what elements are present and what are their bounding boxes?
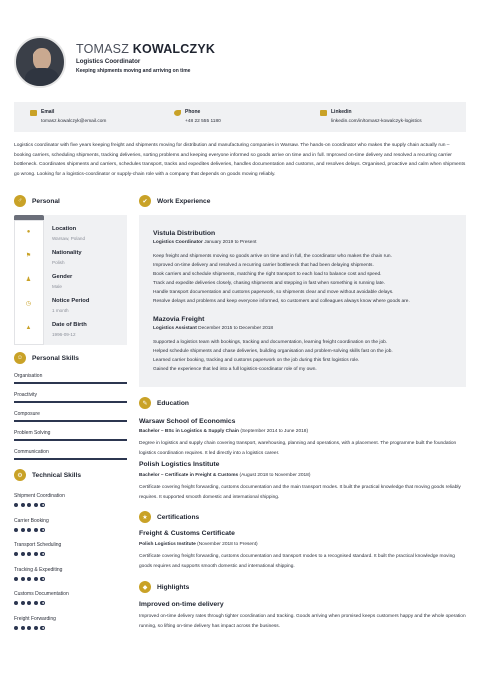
rating-dot (40, 601, 44, 605)
technical-skill-label: Customs Documentation (14, 591, 69, 597)
technical-skill-label: Tracking & Expediting (14, 566, 63, 573)
rating-dot (40, 552, 44, 556)
personal-nationality: ⚑ Nationality Polish (25, 250, 82, 265)
technical-skill-label: Shipment Coordination (14, 493, 65, 499)
rating-dot (14, 552, 18, 556)
rating-dot (14, 601, 18, 605)
certifications-heading: ★ Certifications (139, 511, 199, 523)
rating-dot (14, 503, 18, 507)
certificate-icon: ★ (139, 511, 151, 523)
personal-skill-item: Problem Solving (14, 430, 51, 436)
technical-skill-label: Carrier Booking (14, 517, 49, 524)
education-description: Degree in logistics and supply chain covering transport, warehousing, planning and operations, with a placement. The programme built the foundation logistics coordination requires. It led directly into a logistics career. (139, 441, 457, 456)
full-name (76, 42, 215, 56)
rating-dot (14, 528, 18, 532)
rating-dot (21, 577, 25, 581)
rating-dot (40, 528, 44, 532)
highlights-heading: ◆ Highlights (139, 581, 189, 593)
technical-skill-label: Transport Scheduling (14, 542, 62, 548)
rating-dot (27, 601, 31, 605)
skill-bar (14, 420, 127, 422)
personal-location: ● Location Warsaw, Poland (26, 226, 86, 241)
skill-bar (14, 458, 127, 460)
certification-name: Freight & Customs Certificate (139, 530, 235, 537)
skill-bar (14, 439, 127, 441)
rating-dot (40, 626, 44, 630)
personal-skill-item: Communication (14, 449, 49, 455)
linkedin-value[interactable]: linkedin.com/in/tomasz-kowalczyk-logistics (331, 119, 422, 124)
education-degree: Bachelor – Certificate in Freight & Customs (August 2018 to November 2018) (139, 473, 311, 478)
contact-bar: Email tomasz.kowalczyk@email.com Phone +48 22 555 1180 Linkedin linkedin.com/in/tomasz-kowalczyk-logistics (14, 102, 466, 132)
personal-notice-period: ◷ Notice Period 1 month (25, 298, 90, 313)
skill-bar (14, 401, 127, 403)
technical-skill-label: Freight Forwarding (14, 615, 56, 622)
skill-bar (14, 382, 127, 384)
job-role: Logistics Coordinator January 2019 to Present (153, 240, 257, 245)
highlight-title: Improved on-time delivery (139, 601, 224, 608)
education-degree: Bachelor – BSc in Logistics & Supply Chain (September 2014 to June 2018) (139, 429, 309, 434)
personal-skill-item: Composure (14, 411, 40, 417)
job-bullets: Supported a logistics team with bookings, tracking and documentation, learning freight coordination on the job. Helped schedule shipments and chase deliveries, building organisation and problem-solving skills fast on the job. Learned carrier booking, tracking and customs paperwork on the job during this first logistics role. Gained the experience that led into a full logistics-coordinator role of my own. (153, 340, 393, 373)
envelope-icon (30, 110, 37, 116)
rating-dot (34, 577, 38, 581)
highlight-description: Improved on-time delivery rates through tighter coordination and tracking. Goods arriving when promised keeps customers happy and the whole operation running, so lifting on-time delivery has impact across the business. (139, 614, 466, 629)
work-experience-heading: ✔ Work Experience (139, 195, 210, 207)
gender-icon: ♂ (14, 195, 26, 207)
first-name: TOMASZ (76, 42, 130, 56)
flag-icon: ⚑ (25, 253, 32, 259)
clock-icon: ◷ (25, 301, 32, 307)
personal-skills-heading: ☺ Personal Skills (14, 352, 79, 364)
certification-issuer: Polish Logistics Institute (November 2018 to Present) (139, 542, 258, 547)
rating-dot (27, 552, 31, 556)
skill-rating (14, 577, 47, 581)
education-school: Warsaw School of Economics (139, 418, 236, 425)
last-name: KOWALCZYK (132, 42, 216, 56)
job-company: Vistula Distribution (153, 230, 216, 237)
rating-dot (21, 503, 25, 507)
skill-rating (14, 528, 47, 532)
rating-dot (40, 577, 44, 581)
personal-skill-item: Proactivity (14, 392, 38, 398)
rating-dot (34, 552, 38, 556)
personal-heading: ♂ Personal (14, 195, 60, 207)
rating-dot (27, 528, 31, 532)
job-title: Logistics Coordinator (76, 58, 141, 65)
personal-gender: ♟ Gender Male (25, 274, 73, 289)
people-icon: ☺ (14, 352, 26, 364)
profile-summary: Logistics coordinator with five years keeping freight and shipments moving for distribution and manufacturing companies in Warsaw. The hands-on coordinator who makes the supply chain actually run – booking carriers, scheduling shipments, tracking deliveries, sorting problems and keeping everyone informed so goods arrive on time and in full. Improved on-time delivery and resolved a recurring carrier bottleneck. Coordinates shipments and carriers, schedules transport, tracks and expedites deliveries, handles documentation and customs, and resolves delays. Organised, proactive and calm when shipments go wrong. Looking for a logistics-coordinator or supply-chain role with a company that depends on goods moving reliably. (14, 143, 466, 178)
rating-dot (21, 626, 25, 630)
phone-icon (174, 110, 181, 116)
rating-dot (21, 528, 25, 532)
person-icon: ♟ (25, 277, 32, 283)
rating-dot (40, 503, 44, 507)
profile-photo (14, 36, 66, 88)
rating-dot (21, 601, 25, 605)
technical-skills-heading: ⚙ Technical Skills (14, 469, 81, 481)
education-heading: ✎ Education (139, 397, 189, 409)
rating-dot (27, 503, 31, 507)
skill-rating (14, 503, 47, 507)
resume-header (14, 36, 474, 88)
education-school: Polish Logistics Institute (139, 461, 220, 468)
education-description: Certificate covering freight forwarding, customs documentation and the main transport modes. It built the practical knowledge that moving goods reliably requires. It supported smooth domestic and international shipping. (139, 485, 461, 500)
briefcase-icon: ✔ (139, 195, 151, 207)
rating-dot (34, 626, 38, 630)
rating-dot (27, 577, 31, 581)
skill-rating (14, 552, 47, 556)
rating-dot (27, 626, 31, 630)
personal-date-of-birth: ▲ Date of Birth 1996-09-12 (25, 322, 87, 337)
graduation-cap-icon: ✎ (139, 397, 151, 409)
rating-dot (34, 528, 38, 532)
skill-rating (14, 601, 47, 605)
rating-dot (34, 601, 38, 605)
rating-dot (34, 503, 38, 507)
megaphone-icon: ◆ (139, 581, 151, 593)
gear-icon: ⚙ (14, 469, 26, 481)
job-role: Logistics Assistant December 2015 to December 2018 (153, 326, 274, 331)
rating-dot (21, 552, 25, 556)
job-bullets: Keep freight and shipments moving so goods arrive on time and in full, the coordinator who makes the chain run. Improved on-time delivery and resolved a recurring carrier bottleneck that had been delaying shipments. Book carriers and schedule shipments, matching the right transport to each load to balance cost and speed. Track and expedite deliveries closely, chasing shipments and stepping in fast when something is running late. Handle transport documentation and customs paperwork, so shipments clear and move without avoidable delays. Resolve delays and problems and keep everyone informed, so customers and colleagues always know where goods are. (153, 254, 410, 305)
rating-dot (14, 577, 18, 581)
linkedin-icon (320, 110, 327, 116)
map-pin-icon: ● (26, 229, 31, 235)
certification-description: Certificate covering freight forwarding, customs documentation and transport modes to a recognised standard. It built the practical knowledge moving goods requires and supports smooth domestic and international shipping. (139, 554, 455, 569)
skill-rating (14, 626, 47, 630)
personal-skill-item: Organisation (14, 373, 43, 379)
tagline: Keeping shipments moving and arriving on time (76, 68, 191, 74)
email-value[interactable]: tomasz.kowalczyk@email.com (41, 119, 107, 124)
phone-value[interactable]: +48 22 555 1180 (185, 119, 221, 124)
cake-icon: ▲ (25, 325, 32, 331)
rating-dot (14, 626, 18, 630)
job-company: Mazovia Freight (153, 316, 205, 323)
